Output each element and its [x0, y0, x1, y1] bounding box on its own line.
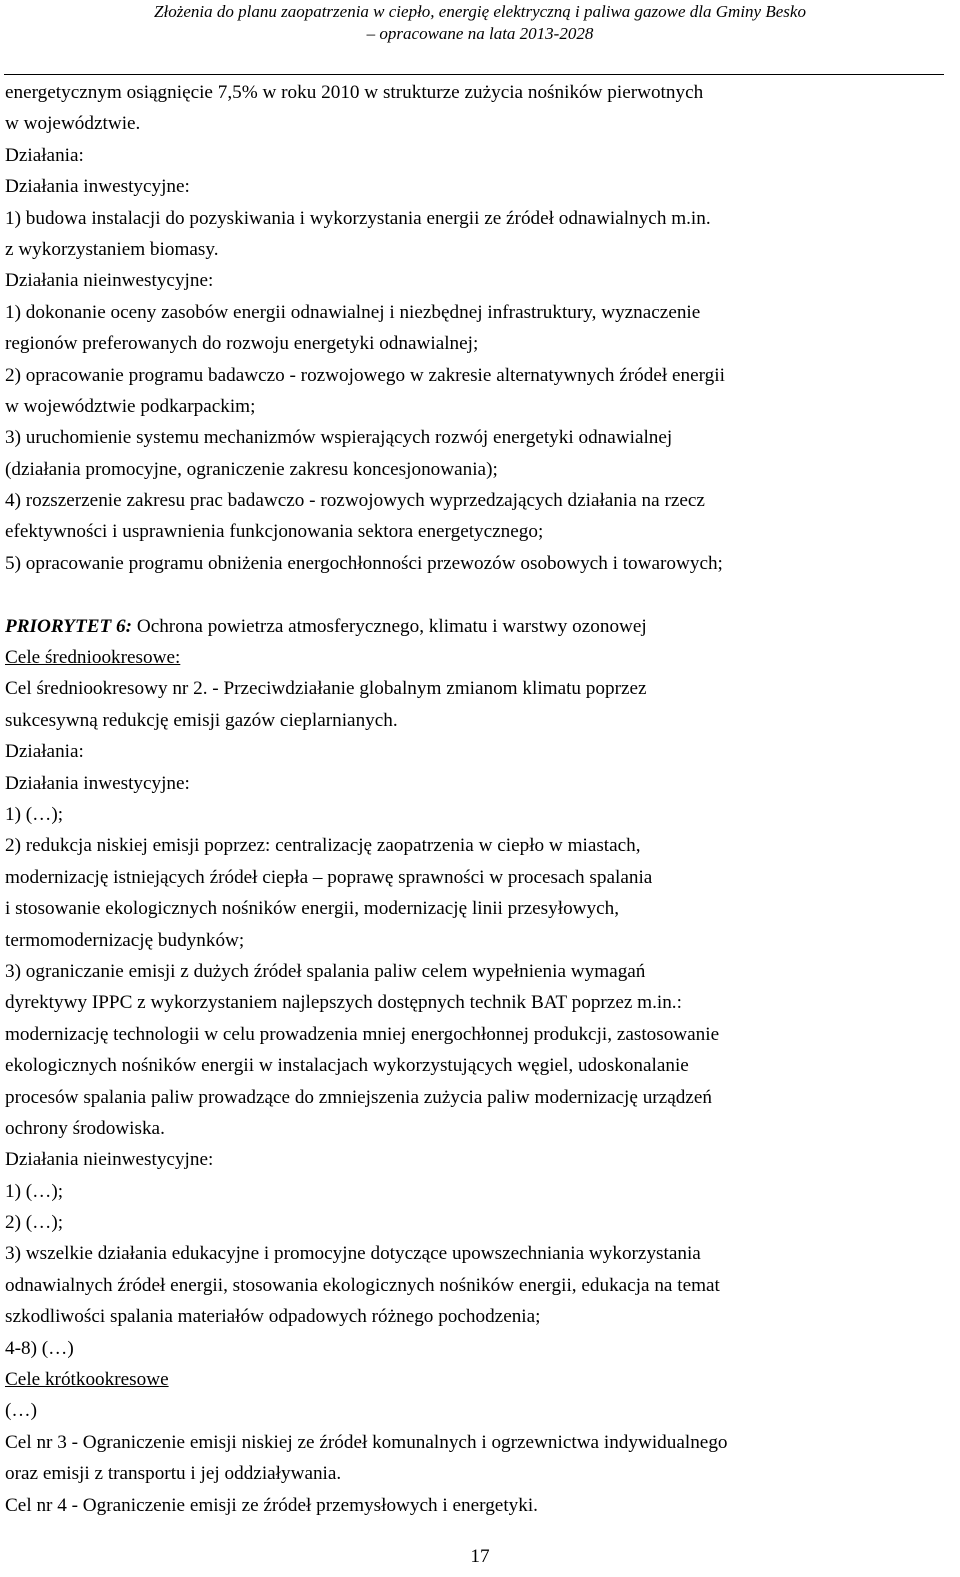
priority-heading [5, 611, 952, 642]
paragraph-spacer [5, 579, 952, 610]
list-item: 2) redukcja niskiej emisji poprzez: centralizację zaopatrzenia w ciepło w miastach, [5, 835, 641, 857]
list-item-cont: procesów spalania paliw prowadzące do zmniejszenia zużycia paliw modernizację urządzeń [5, 1086, 712, 1108]
list-item: 3) wszelkie działania edukacyjne i promocyjne dotyczące upowszechniania wykorzystania [5, 1243, 701, 1265]
list-item: 1) (…); [5, 1180, 64, 1202]
text-line: energetycznym osiągnięcie 7,5% w roku 2010 w strukturze zużycia nośników pierwotnych [5, 82, 704, 103]
subheading-inwestycyjne: Działania inwestycyjne: [5, 772, 190, 794]
page-header [0, 0, 960, 45]
list-item-cont: i stosowanie ekologicznych nośników energii, modernizację linii przesyłowych, [5, 898, 620, 920]
list-item: 4-8) (…) [5, 1337, 74, 1359]
list-item-cont: szkodliwości spalania materiałów odpadowych różnego pochodzenia; [5, 1306, 541, 1328]
list-item-cont: termomodernizację budynków; [5, 929, 245, 951]
header-divider [4, 74, 944, 75]
list-item-cont: regionów preferowanych do rozwoju energetyki odnawialnej; [5, 333, 479, 355]
heading-cele-krotko: Cele krótkookresowe [5, 1369, 169, 1391]
list-item-cont: ekologicznych nośników energii w instalacjach wykorzystujących węgiel, udoskonalanie [5, 1055, 689, 1077]
header-subtitle: – opracowane na lata 2013-2028 [366, 24, 594, 43]
list-item-cont: odnawialnych źródeł energii, stosowania ekologicznych nośników energii, edukacja na temat [5, 1274, 720, 1296]
page-number: 17 [470, 1546, 490, 1567]
list-item: 2) (…); [5, 1212, 64, 1234]
subheading-nieinwestycyjne: Działania nieinwestycyjne: [5, 270, 214, 292]
list-item: 1) budowa instalacji do pozyskiwania i wykorzystania energii ze źródeł odnawialnych m.in. [5, 207, 711, 229]
list-item-cont: modernizację technologii w celu prowadzenia mniej energochłonnej produkcji, zastosowanie [5, 1023, 720, 1045]
list-item: 1) dokonanie oceny zasobów energii odnawialnej i niezbędnej infrastruktury, wyznaczenie [5, 301, 701, 323]
list-item-cont: ochrony środowiska. [5, 1117, 165, 1139]
list-item: 4) rozszerzenie zakresu prac badawczo - rozwojowych wyprzedzających działania na rzecz [5, 490, 705, 512]
text-line: w województwie. [5, 113, 141, 135]
list-item: 3) uruchomienie systemu mechanizmów wspierających rozwój energetyki odnawialnej [5, 427, 673, 449]
list-item-cont: efektywności i usprawnienia funkcjonowania sektora energetycznego; [5, 521, 544, 543]
list-item-cont: z wykorzystaniem biomasy. [5, 238, 219, 260]
list-item-cont: modernizację istniejących źródeł ciepła – poprawę sprawności w procesach spalania [5, 866, 653, 888]
list-item-cont: (działania promocyjne, ograniczenie zakresu koncesjonowania); [5, 458, 498, 480]
section-heading-dzialania: Działania: [5, 741, 84, 763]
goal-line-cont: sukcesywną redukcję emisji gazów cieplarnianych. [5, 709, 398, 731]
list-item: 1) (…); [5, 803, 64, 825]
header-title: Złożenia do planu zaopatrzenia w ciepło, energię elektryczną i paliwa gazowe dla Gminy Besko [154, 2, 806, 21]
list-item: 5) opracowanie programu obniżenia energochłonności przewozów osobowych i towarowych; [5, 552, 723, 574]
goal-line: Cel średniookresowy nr 2. - Przeciwdziałanie globalnym zmianom klimatu poprzez [5, 678, 647, 700]
section-heading-dzialania: Działania: [5, 144, 84, 166]
goal-line-cont: oraz emisji z transportu i jej oddziaływania. [5, 1463, 342, 1485]
goal-line: Cel nr 3 - Ograniczenie emisji niskiej ze źródeł komunalnych i ogrzewnictwa indywidualnego [5, 1431, 728, 1453]
subheading-inwestycyjne: Działania inwestycyjne: [5, 176, 190, 198]
goal-line: Cel nr 4 - Ograniczenie emisji ze źródeł przemysłowych i energetyki. [5, 1494, 538, 1516]
list-item: 2) opracowanie programu badawczo - rozwojowego w zakresie alternatywnych źródeł energii [5, 364, 725, 386]
ellipsis-line: (…) [5, 1400, 37, 1422]
priority-title: Ochrona powietrza atmosferycznego, klimatu i warstwy ozonowej [132, 615, 647, 637]
subheading-nieinwestycyjne: Działania nieinwestycyjne: [5, 1149, 214, 1171]
priority-label: PRIORYTET 6: [5, 615, 133, 637]
document-body [5, 77, 952, 1521]
list-item-cont: w województwie podkarpackim; [5, 395, 256, 417]
list-item: 3) ograniczanie emisji z dużych źródeł spalania paliw celem wypełnienia wymagań [5, 960, 646, 982]
heading-cele-srednio: Cele średniookresowe: [5, 647, 181, 669]
list-item-cont: dyrektywy IPPC z wykorzystaniem najlepszych dostępnych technik BAT poprzez m.in.: [5, 992, 682, 1014]
